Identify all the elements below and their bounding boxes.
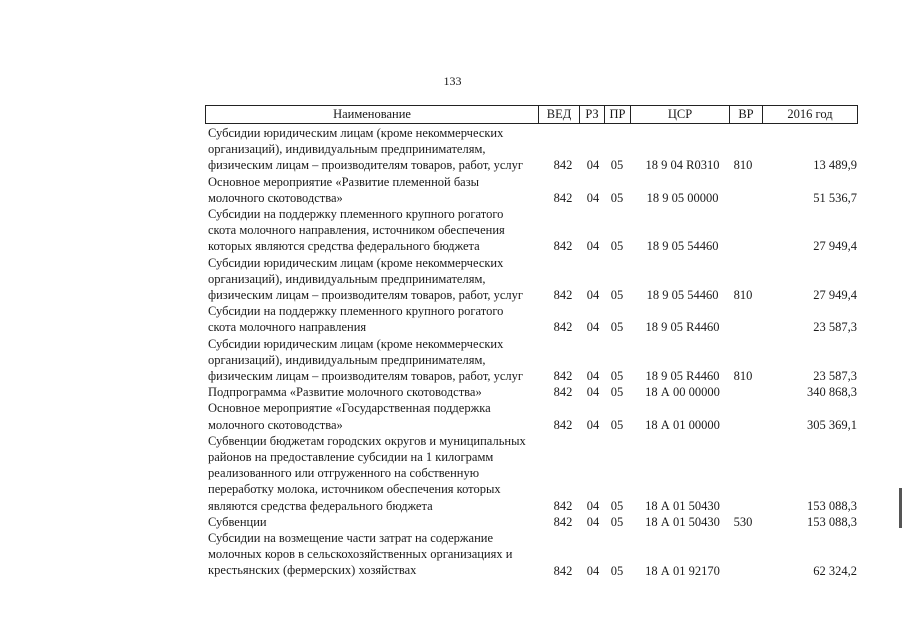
cell-vr: 810 (733, 369, 753, 384)
row-name-line: Субсидии на поддержку племенного крупного рогатого (208, 304, 504, 319)
table-row (205, 206, 858, 255)
cell-amount: 27 949,4 (813, 239, 857, 254)
row-name-line: организаций), индивидуальным предпринимателям, (208, 142, 486, 157)
header-csr: ЦСР (631, 106, 730, 123)
cell-ved: 842 (553, 158, 573, 173)
row-name (205, 303, 535, 335)
header-name: Наименование (206, 106, 539, 123)
cell-amount: 305 369,1 (807, 417, 857, 432)
cell-amount: 62 324,2 (813, 563, 857, 578)
row-name (205, 514, 535, 530)
cell-csr: 18 9 05 R4460 (645, 320, 720, 335)
cell-ved: 842 (553, 288, 573, 303)
row-name (205, 400, 535, 432)
cell-amount: 13 489,9 (813, 158, 857, 173)
cell-pr: 05 (610, 190, 624, 205)
cell-csr: 18 А 01 50430 (645, 514, 720, 529)
row-name (205, 384, 535, 400)
row-name-line: организаций), индивидуальным предпринимателям, (208, 271, 486, 286)
scan-edge-mark (899, 488, 902, 528)
table-body (205, 125, 858, 579)
row-name-line: являются средства федерального бюджета (208, 498, 433, 513)
table-row (205, 384, 858, 400)
cell-ved: 842 (553, 369, 573, 384)
row-name-line: Основное мероприятие «Государственная поддержка (208, 401, 491, 416)
row-name-line: физическим лицам – производителям товаров, работ, услуг (208, 158, 524, 173)
row-name (205, 206, 535, 255)
cell-csr: 18 9 04 R0310 (645, 158, 720, 173)
table-row (205, 125, 858, 174)
cell-pr: 05 (610, 563, 624, 578)
row-name-line: молочного скотоводства» (208, 190, 343, 205)
header-vr: ВР (730, 106, 763, 123)
row-name (205, 255, 535, 304)
cell-rz: 04 (586, 385, 600, 400)
table-row (205, 303, 858, 335)
cell-vr (728, 190, 758, 206)
cell-amount: 27 949,4 (813, 288, 857, 303)
cell-amount: 23 587,3 (813, 320, 857, 335)
cell-amount: 153 088,3 (807, 514, 857, 529)
row-name-line: Субсидии юридическим лицам (кроме некоммерческих (208, 126, 504, 140)
row-name-line: районов на предоставление субсидии на 1 килограмм (208, 450, 494, 465)
table-row (205, 514, 858, 530)
cell-vr: 810 (733, 288, 753, 303)
cell-csr: 18 А 01 50430 (645, 498, 720, 513)
row-name-line: молочного скотоводства» (208, 417, 343, 432)
table-header (205, 105, 858, 124)
row-name (205, 125, 535, 174)
row-name-line: Субсидии на возмещение части затрат на содержание (208, 531, 494, 546)
row-name-line: скота молочного направления (208, 320, 367, 335)
row-name (205, 530, 535, 579)
cell-pr: 05 (610, 498, 624, 513)
cell-vr (728, 238, 758, 254)
cell-csr: 18 9 05 R4460 (645, 369, 720, 384)
cell-ved: 842 (553, 563, 573, 578)
cell-rz: 04 (586, 563, 600, 578)
row-name-line: крестьянских (фермерских) хозяйствах (208, 563, 417, 578)
cell-rz: 04 (586, 239, 600, 254)
row-name-line: физическим лицам – производителям товаров, работ, услуг (208, 369, 524, 384)
row-name-line: молочных коров в сельскохозяйственных организациях и (208, 547, 513, 562)
cell-ved: 842 (553, 514, 573, 529)
cell-rz: 04 (586, 498, 600, 513)
cell-rz: 04 (586, 514, 600, 529)
table-row (205, 530, 858, 579)
cell-vr (728, 417, 758, 433)
row-name-line: Подпрограмма «Развитие молочного скотоводства» (208, 385, 482, 400)
cell-csr: 18 9 05 00000 (646, 190, 719, 205)
cell-vr: 530 (733, 514, 753, 529)
row-name-line: которых являются средства федерального бюджета (208, 239, 480, 254)
cell-pr: 05 (610, 385, 624, 400)
header-pr: ПР (605, 106, 631, 123)
cell-csr: 18 А 01 92170 (645, 563, 720, 578)
cell-rz: 04 (586, 417, 600, 432)
cell-vr (728, 319, 758, 335)
row-name-line: организаций), индивидуальным предпринимателям, (208, 352, 486, 367)
cell-ved: 842 (553, 239, 573, 254)
cell-amount: 153 088,3 (807, 498, 857, 513)
table-row (205, 174, 858, 206)
cell-ved: 842 (553, 498, 573, 513)
table-row (205, 336, 858, 385)
cell-rz: 04 (586, 288, 600, 303)
cell-pr: 05 (610, 417, 624, 432)
header-ved: ВЕД (539, 106, 580, 123)
cell-csr: 18 9 05 54460 (646, 239, 719, 254)
cell-pr: 05 (610, 320, 624, 335)
header-year: 2016 год (787, 107, 833, 121)
page-number: 133 (443, 74, 462, 88)
cell-pr: 05 (610, 514, 624, 529)
cell-ved: 842 (553, 385, 573, 400)
cell-pr: 05 (610, 239, 624, 254)
row-name (205, 336, 535, 385)
cell-amount: 23 587,3 (813, 369, 857, 384)
row-name (205, 174, 535, 206)
row-name-line: физическим лицам – производителям товаров, работ, услуг (208, 288, 524, 303)
row-name-line: Субсидии юридическим лицам (кроме некоммерческих (208, 255, 504, 270)
row-name-line: Субсидии юридическим лицам (кроме некоммерческих (208, 336, 504, 351)
row-name-line: реализованного или отгруженного на собственную (208, 466, 480, 481)
cell-ved: 842 (553, 320, 573, 335)
cell-pr: 05 (610, 158, 624, 173)
row-name-line: Субсидии на поддержку племенного крупного рогатого (208, 207, 504, 222)
cell-rz: 04 (586, 369, 600, 384)
cell-pr: 05 (610, 369, 624, 384)
cell-csr: 18 А 00 00000 (645, 385, 720, 400)
cell-rz: 04 (586, 320, 600, 335)
cell-csr: 18 А 01 00000 (645, 417, 720, 432)
cell-ved: 842 (553, 190, 573, 205)
header-rz: РЗ (580, 106, 605, 123)
cell-amount: 340 868,3 (807, 385, 857, 400)
row-name-line: Основное мероприятие «Развитие племенной базы (208, 174, 480, 189)
row-name-line: Субвенции (208, 514, 267, 529)
row-name (205, 433, 535, 514)
table-row (205, 400, 858, 432)
row-name-line: скота молочного направления, источником обеспечения (208, 223, 505, 238)
cell-rz: 04 (586, 190, 600, 205)
cell-amount: 51 536,7 (813, 190, 857, 205)
cell-vr (728, 498, 758, 514)
row-name-line: переработку молока, источником обеспечения которых (208, 482, 501, 497)
table-row (205, 255, 858, 304)
row-name-line: Субвенции бюджетам городских округов и муниципальных (208, 433, 526, 448)
cell-rz: 04 (586, 158, 600, 173)
cell-vr (728, 563, 758, 579)
cell-pr: 05 (610, 288, 624, 303)
cell-vr: 810 (733, 158, 753, 173)
cell-vr (728, 384, 758, 400)
cell-ved: 842 (553, 417, 573, 432)
table-row (205, 433, 858, 514)
cell-csr: 18 9 05 54460 (646, 288, 719, 303)
